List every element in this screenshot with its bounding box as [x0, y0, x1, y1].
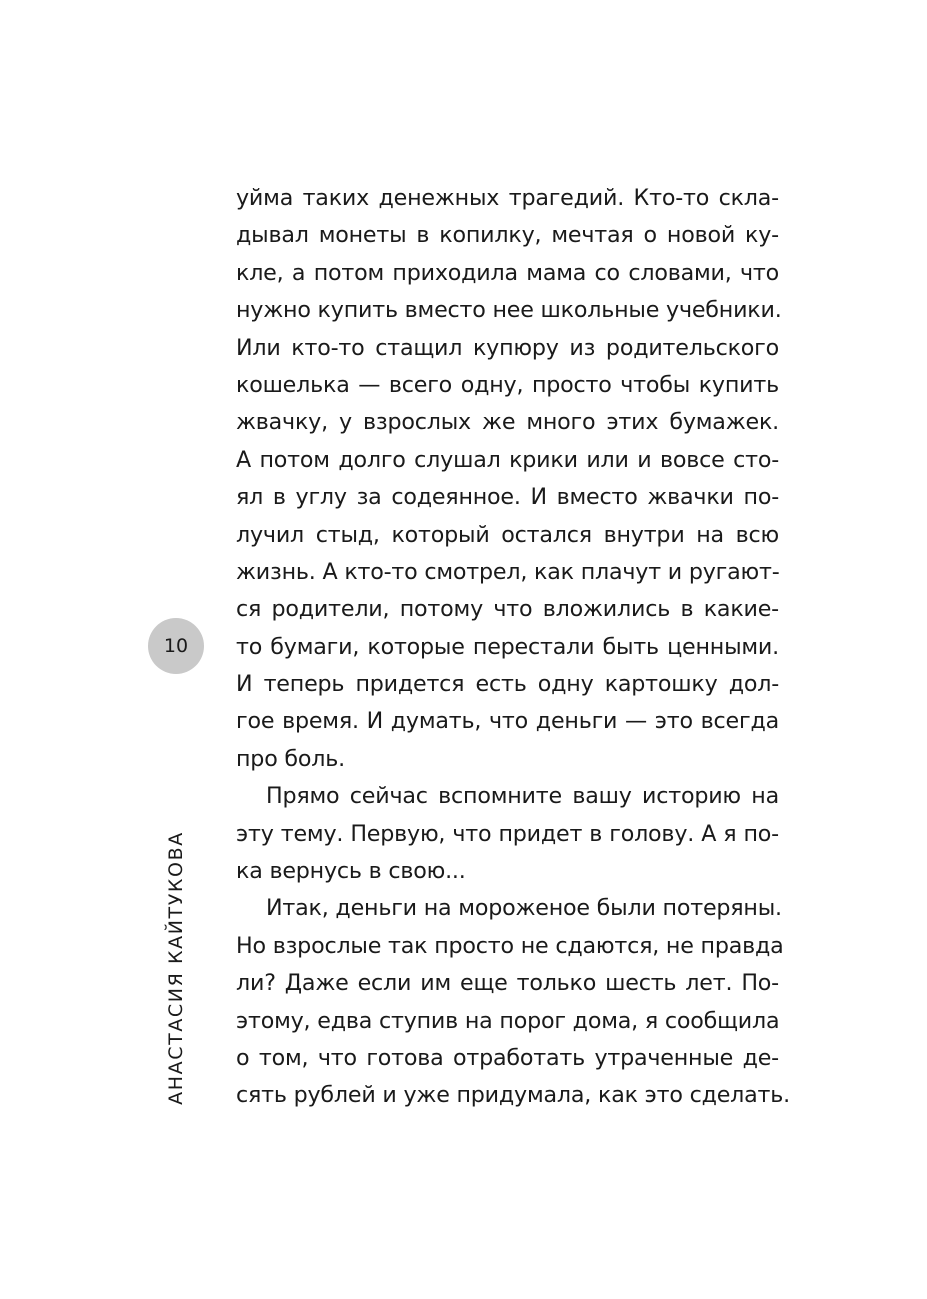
- text-line: ли? Даже если им еще только шесть лет. По-: [236, 970, 779, 997]
- text-line: жизнь. А кто-то смотрел, как плачут и ругают-: [236, 558, 780, 585]
- text-line: то бумаги, которые перестали быть ценными.: [236, 633, 779, 660]
- text-line: про боль.: [236, 745, 345, 772]
- body-text: [236, 180, 790, 1115]
- text-line: кошелька — всего одну, просто чтобы купить: [236, 371, 779, 398]
- text-line: Итак, деньги на мороженое были потеряны.: [266, 895, 782, 922]
- text-line: сять рублей и уже придумала, как это сделать.: [236, 1082, 790, 1109]
- text-line: Или кто-то стащил купюру из родительского: [236, 334, 779, 361]
- text-line: эту тему. Первую, что придет в голову. А я по-: [236, 820, 779, 847]
- text-line: о том, что готова отработать утраченные де-: [236, 1044, 779, 1071]
- text-line: ка вернусь в свою...: [236, 858, 466, 885]
- text-line: этому, едва ступив на порог дома, я сообщила: [236, 1007, 780, 1034]
- running-header-author: АНАСТАСИЯ КАЙТУКОВА: [165, 831, 187, 1105]
- text-line: И теперь придется есть одну картошку дол-: [236, 671, 779, 698]
- page-number-label: 10: [163, 635, 189, 657]
- text-line: уйма таких денежных трагедий. Кто-то скла-: [236, 185, 779, 211]
- text-line: дывал монеты в копилку, мечтая о новой ку-: [236, 222, 779, 249]
- page-number: [148, 618, 204, 674]
- text-line: кле, а потом приходила мама со словами, что: [236, 259, 779, 286]
- text-line: Прямо сейчас вспомните вашу историю на: [266, 783, 779, 810]
- text-line: лучил стыд, который остался внутри на всю: [236, 521, 779, 548]
- text-line: Но взрослые так просто не сдаются, не правда: [236, 932, 784, 959]
- text-line: ял в углу за содеянное. И вместо жвачки по-: [236, 484, 779, 511]
- text-line: жвачку, у взрослых же много этих бумажек.: [236, 409, 779, 436]
- text-line: нужно купить вместо нее школьные учебники.: [236, 297, 782, 324]
- text-line: А потом долго слушал крики или и вовсе сто-: [236, 446, 779, 473]
- text-line: ся родители, потому что вложились в какие-: [236, 596, 779, 623]
- text-line: гое время. И думать, что деньги — это всегда: [236, 708, 779, 735]
